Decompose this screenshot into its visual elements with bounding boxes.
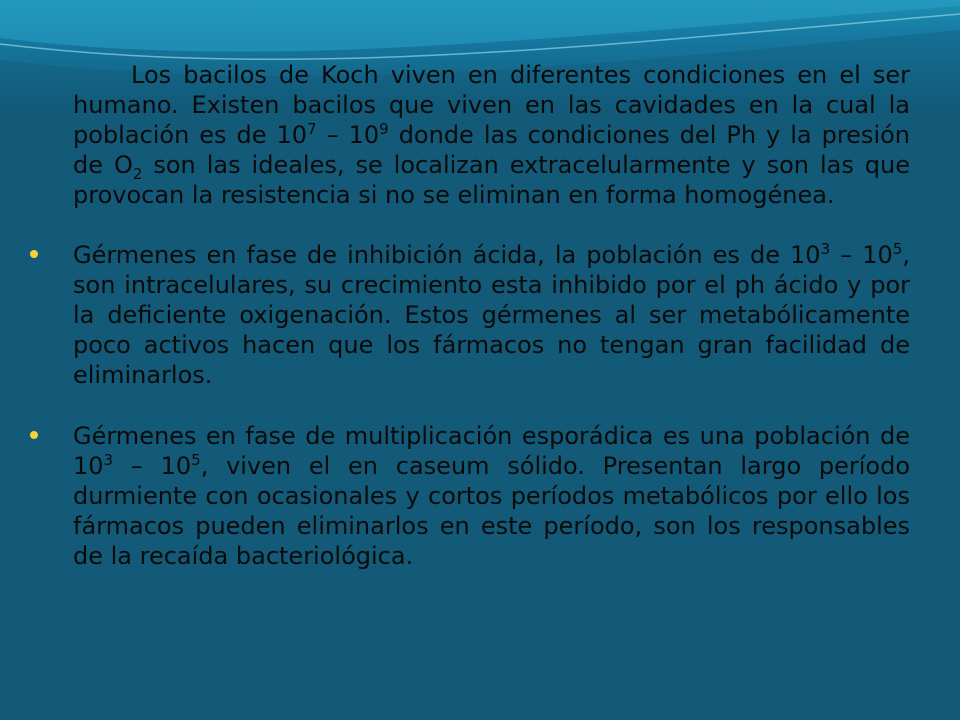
intro-paragraph: Los bacilos de Koch viven en diferentes condiciones en el ser humano. Existen bacilos que viven en las cavidades en la cual la población es de $10^7 - 10^9$ donde las condiciones del Ph y la presión de $O_2$ son las ideales, se localizan extracelularmente y son las que provocan la resistencia si no se eliminan en forma homogénea.	[73, 61, 911, 209]
slide-body	[30, 60, 910, 571]
bullet-text-multiplication: Gérmenes en fase de multiplicación esporádica es una población de $10^3 - 10^5$, viven el en caseum sólido. Presentan largo período durmiente con ocasionales y cortos períodos metabólicos por ello los fármacos pueden eliminarlos en este período, son los responsables de la recaída bacteriológica.	[73, 422, 911, 570]
bullet-text-inhibition: Gérmenes en fase de inhibición ácida, la población es de $10^3 - 10^5$, son intracelulares, su crecimiento esta inhibido por el ph ácido y por la deficiente oxigenación. Estos gérmenes al ser metabólicamente poco activos hacen que los fármacos no tengan gran facilidad de eliminarlos.	[73, 240, 911, 389]
bullet-item-multiplication	[30, 421, 910, 571]
bullet-dot-icon	[30, 250, 38, 258]
bullet-item-inhibition	[30, 240, 910, 390]
bullet-dot-icon	[30, 431, 38, 439]
